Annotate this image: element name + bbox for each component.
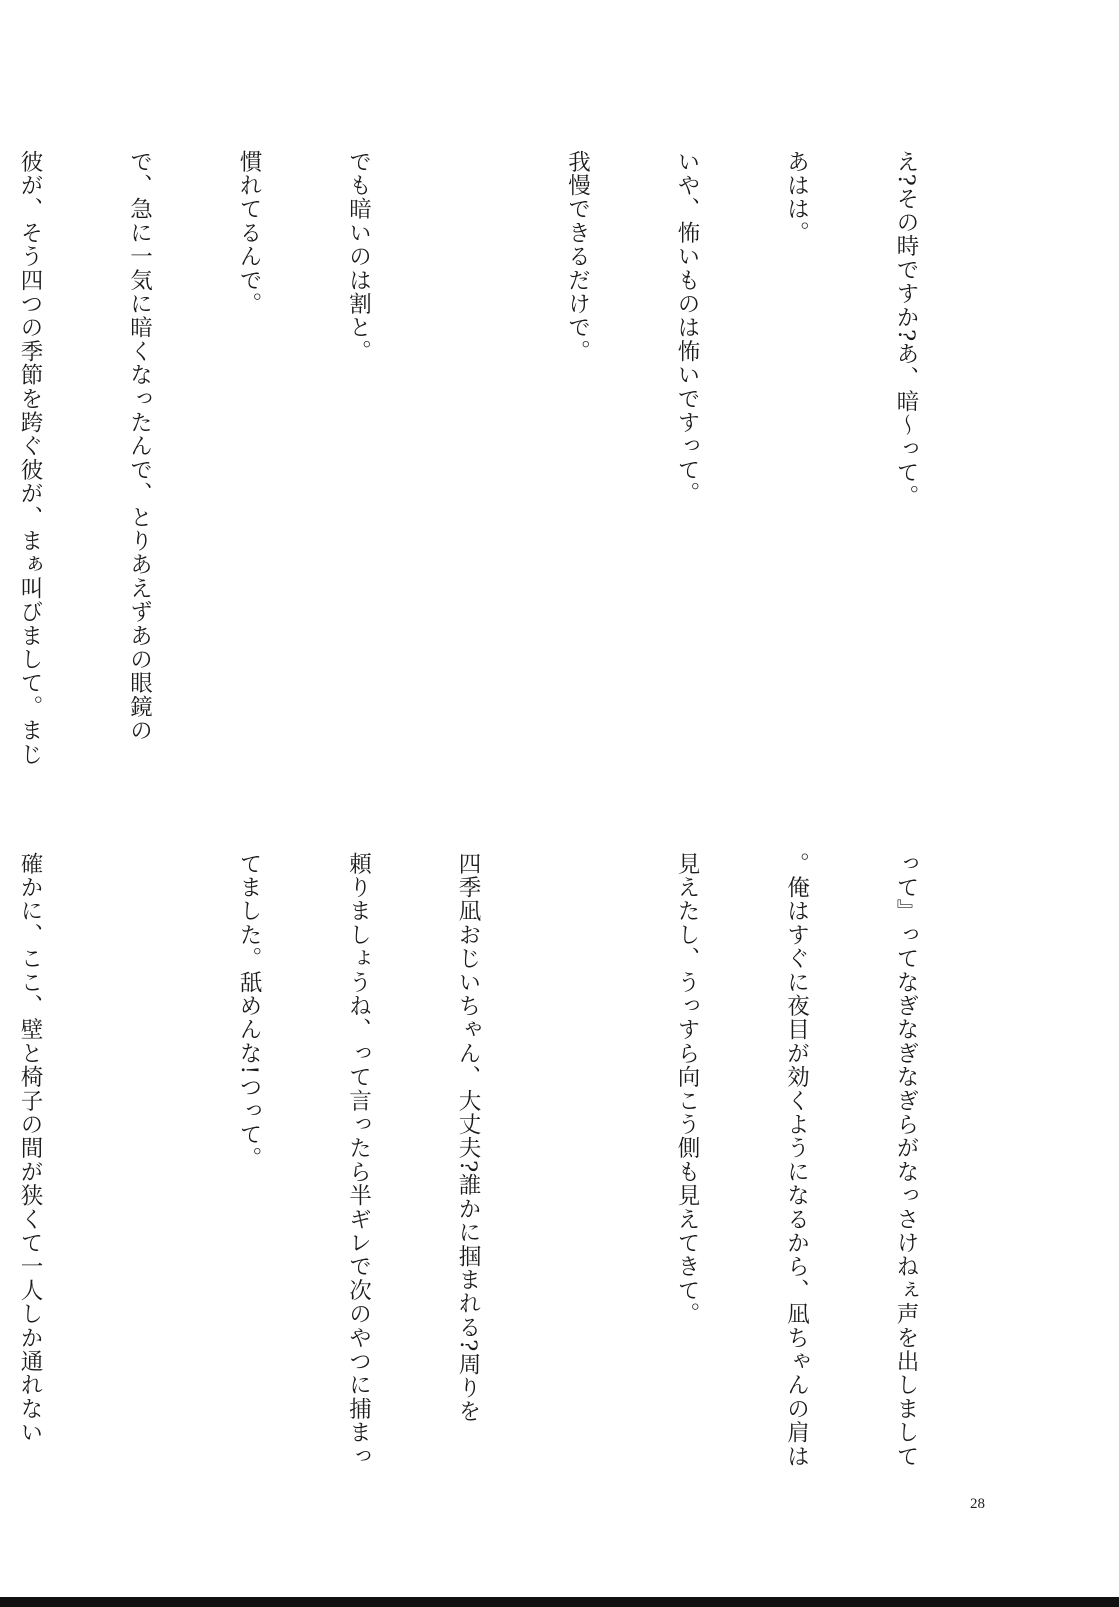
text-line: 彼が、そう四つの季節を跨ぐ彼が、まぁ叫びまして。まじ xyxy=(17,150,43,767)
text-line: 見えたし、うっすら向こう側も見えてきて。 xyxy=(674,852,700,1326)
text-line: あはは。 xyxy=(783,150,810,245)
blank-line xyxy=(559,852,596,1452)
bottom-border xyxy=(0,1597,1119,1607)
text-line: 四季凪おじいちゃん、大丈夫?誰かに掴まれる?周りを xyxy=(455,852,481,1424)
text-line: 。俺はすぐに夜目が効くようになるから、凪ちゃんの肩は xyxy=(783,852,810,1469)
lower-text-block xyxy=(0,852,997,1469)
text-line: てました。舐めんな!つって。 xyxy=(236,852,262,1171)
text-line: 我慢できるだけで。 xyxy=(564,150,591,364)
text-line: 確かに、ここ、壁と椅子の間が狭くて一人しか通れない xyxy=(17,852,43,1445)
text-line: いや、怖いものは怖いですって。 xyxy=(674,150,700,506)
text-line: え?その時ですか?あ、暗〜って。 xyxy=(893,150,919,509)
blank-line xyxy=(450,150,487,750)
page-number: 28 xyxy=(970,1496,985,1512)
upper-text-block xyxy=(0,150,997,767)
text-line: 頼りましょうね、って言ったら半ギレで次のやつに捕まっ xyxy=(345,852,372,1469)
text-line: って』ってなぎなぎなぎらがなっさけねぇ声を出しまして xyxy=(893,852,919,1469)
text-line: でも暗いのは割と。 xyxy=(345,150,372,364)
text-line: 慣れてるんで。 xyxy=(236,150,262,316)
text-line: で、急に一気に暗くなったんで、とりあえずあの眼鏡の xyxy=(126,150,153,743)
blank-line xyxy=(121,852,158,1452)
